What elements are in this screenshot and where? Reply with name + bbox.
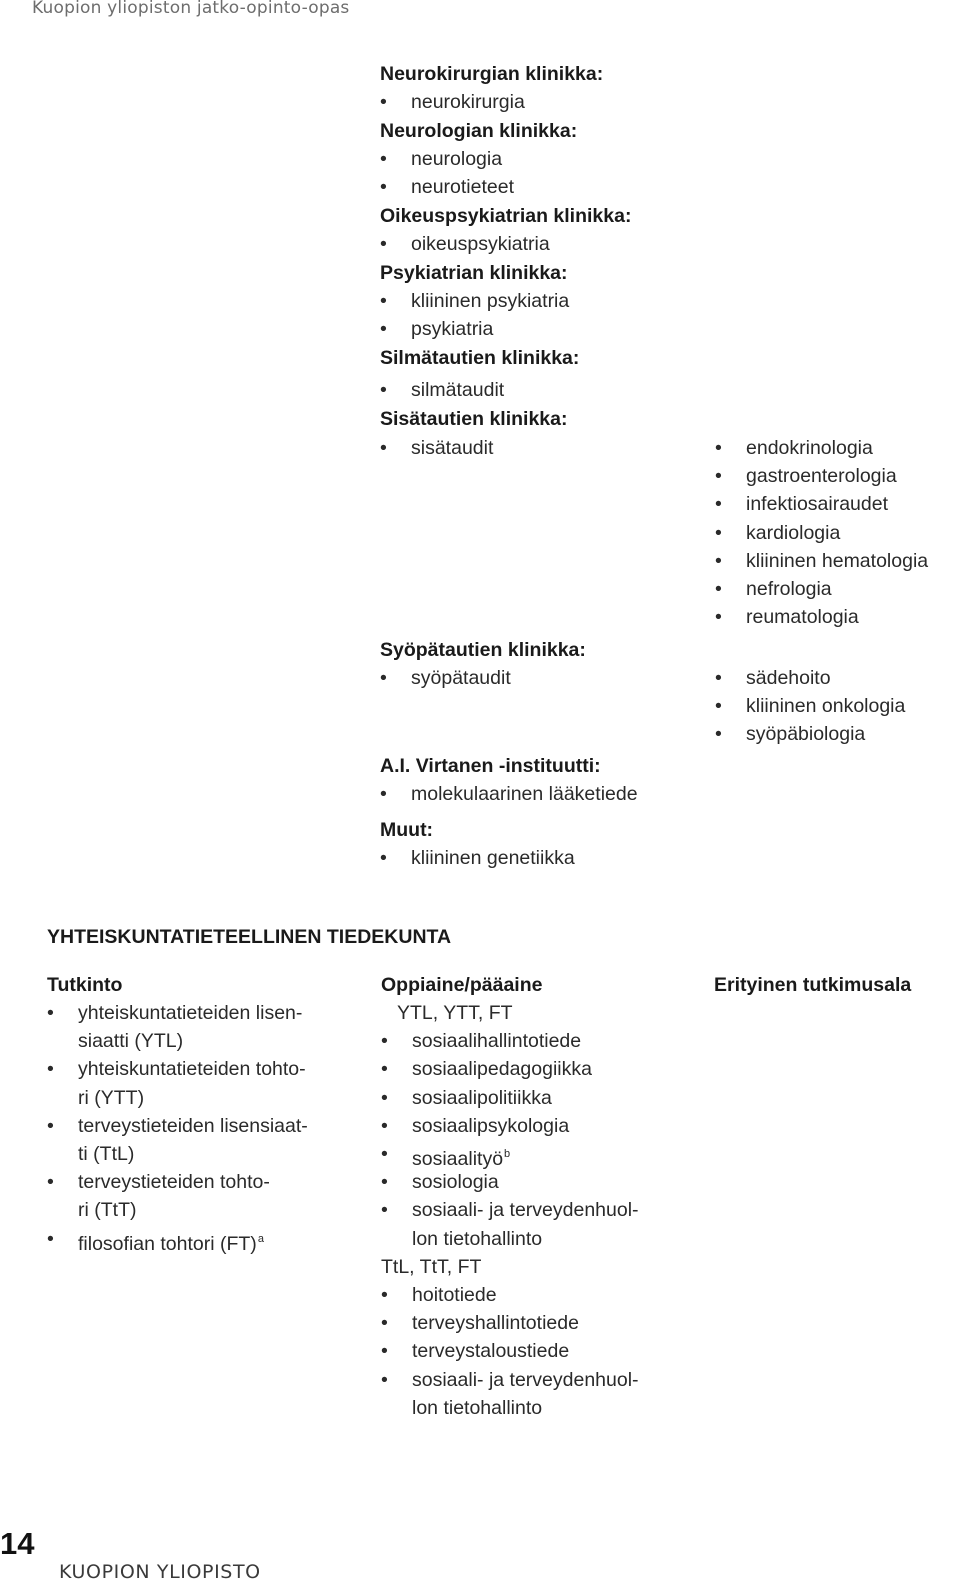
subspecialty-item (715, 575, 832, 603)
item-text: Sisätautien klinikka: (380, 408, 568, 430)
specialty-item (380, 376, 504, 404)
item-text: Neurokirurgian klinikka: (380, 63, 604, 85)
subspecialty-item (715, 547, 928, 575)
column-header: Erityinen tutkimusala (714, 974, 912, 996)
item-text: siaatti (YTL) (78, 1030, 184, 1053)
subject-item (381, 1055, 592, 1083)
degree-item-continued (78, 1140, 134, 1168)
item-text: silmätaudit (411, 379, 505, 401)
subject-item (381, 1337, 569, 1365)
item-text: neurotieteet (411, 176, 514, 198)
item-text: neurologia (411, 148, 503, 170)
specialty-item (380, 315, 493, 343)
clinic-heading (380, 202, 631, 230)
subspecialty-item (715, 720, 865, 748)
item-text: sosiologia (412, 1171, 499, 1194)
subject-group-label (397, 999, 513, 1027)
item-text: terveystieteiden tohto- (78, 1171, 270, 1194)
item-text: endokrinologia (746, 437, 873, 459)
subject-group-label (381, 1253, 481, 1281)
item-text: lon tietohallinto (412, 1227, 543, 1250)
specialty-item (380, 173, 514, 201)
clinic-heading (380, 117, 577, 145)
subject-item (381, 1168, 499, 1196)
degree-item (47, 999, 302, 1027)
specialty-item (380, 287, 569, 315)
specialty-item (380, 844, 575, 872)
clinic-heading (380, 405, 568, 433)
degree-item (47, 1225, 264, 1258)
subspecialty-item (715, 462, 897, 490)
section-title: YHTEISKUNTATIETEELLINEN TIEDEKUNTA (47, 926, 452, 948)
item-text: sisätaudit (411, 437, 494, 459)
degree-item (47, 1168, 270, 1196)
item-text: yhteiskuntatieteiden lisen- (78, 1002, 303, 1024)
item-text: kardiologia (746, 522, 841, 544)
specialty-item (380, 145, 502, 173)
degree-item (47, 1112, 308, 1140)
specialty-item (380, 780, 638, 808)
item-text: terveyshallintotiede (412, 1312, 579, 1335)
clinic-heading (380, 636, 586, 664)
item-text: Muut: (380, 819, 434, 841)
footnote-marker: a (257, 1232, 264, 1245)
subspecialty-item (715, 519, 840, 547)
degree-item-continued (78, 1084, 144, 1112)
degree-item (47, 1055, 306, 1083)
item-text: sosiaalihallintotiede (412, 1030, 582, 1053)
clinic-heading (380, 344, 579, 372)
item-text: sosiaali- ja terveydenhuol- (412, 1368, 639, 1391)
item-text: sosiaali- ja terveydenhuol- (412, 1199, 639, 1222)
footnote-marker: b (504, 1148, 511, 1160)
subject-item (381, 1281, 497, 1309)
subspecialty-item (715, 490, 888, 518)
item-text: kliininen hematologia (746, 550, 929, 572)
item-text: reumatologia (746, 606, 859, 628)
item-text: Neurologian klinikka: (380, 120, 578, 142)
item-text: neurokirurgia (411, 91, 525, 113)
item-text: YTL, YTT, FT (397, 1002, 513, 1024)
item-text: syöpäbiologia (746, 723, 866, 745)
item-text: ri (YTT) (78, 1086, 145, 1109)
subject-item (381, 1027, 581, 1055)
subspecialty-item (715, 664, 831, 692)
specialty-item (380, 434, 493, 462)
item-text: Oikeuspsykiatrian klinikka: (380, 205, 632, 227)
subspecialty-item (715, 692, 905, 720)
item-text: kliininen genetiikka (411, 847, 575, 869)
item-text: ti (TtL) (78, 1143, 135, 1165)
item-text: terveystaloustiede (412, 1340, 570, 1363)
item-text: molekulaarinen lääketiede (411, 783, 638, 805)
subject-group-label (412, 1225, 542, 1253)
item-text: ri (TtT) (78, 1199, 137, 1222)
item-text: yhteiskuntatieteiden tohto- (78, 1058, 306, 1081)
item-text: sosiaalipolitiikka (412, 1086, 552, 1109)
running-header: Kuopion yliopiston jatko-opinto-opas (32, 0, 350, 18)
item-text: TtL, TtT, FT (381, 1255, 482, 1278)
item-text: sädehoito (746, 667, 831, 689)
item-text: sosiaalipsykologia (412, 1114, 570, 1137)
item-text: Silmätautien klinikka: (380, 347, 580, 369)
specialty-item (380, 230, 550, 258)
item-text: kliininen onkologia (746, 695, 906, 717)
subject-item (381, 1084, 552, 1112)
item-text: sosiaalipedagogiikka (412, 1058, 592, 1081)
item-text: A.I. Virtanen -instituutti: (380, 755, 601, 777)
item-text: lon tietohallinto (412, 1396, 543, 1419)
item-text: Psykiatrian klinikka: (380, 262, 568, 284)
item-text: Syöpätautien klinikka: (380, 639, 586, 661)
clinic-heading (380, 752, 601, 780)
degree-item-continued (78, 1027, 183, 1055)
subject-item (381, 1196, 639, 1224)
item-text: oikeuspsykiatria (411, 233, 550, 255)
clinic-heading (380, 259, 568, 287)
item-text: infektiosairaudet (746, 493, 889, 515)
specialty-item (380, 88, 525, 116)
item-text: syöpätaudit (411, 667, 511, 689)
item-text: kliininen psykiatria (411, 290, 570, 312)
page-number: 14 (0, 1526, 35, 1561)
degree-item-continued (78, 1196, 136, 1224)
subject-group-label (412, 1394, 542, 1422)
specialty-item (380, 664, 511, 692)
column-header: Tutkinto (47, 974, 123, 996)
item-text: terveystieteiden lisensiaat- (78, 1114, 308, 1137)
subject-item (381, 1112, 569, 1140)
subspecialty-item (715, 434, 873, 462)
subject-item (381, 1366, 639, 1394)
footer-publisher: KUOPION YLIOPISTO (59, 1561, 261, 1583)
column-header: Oppiaine/pääaine (381, 974, 543, 996)
item-text: psykiatria (411, 318, 494, 340)
clinic-heading (380, 816, 433, 844)
item-text: sosiaalityö (412, 1148, 504, 1170)
item-text: hoitotiede (412, 1284, 497, 1306)
subject-item (381, 1309, 579, 1337)
item-text: nefrologia (746, 578, 832, 600)
clinic-heading (380, 60, 603, 88)
item-text: filosofian tohtori (FT) (78, 1232, 257, 1255)
item-text: gastroenterologia (746, 465, 897, 487)
subspecialty-item (715, 603, 859, 631)
